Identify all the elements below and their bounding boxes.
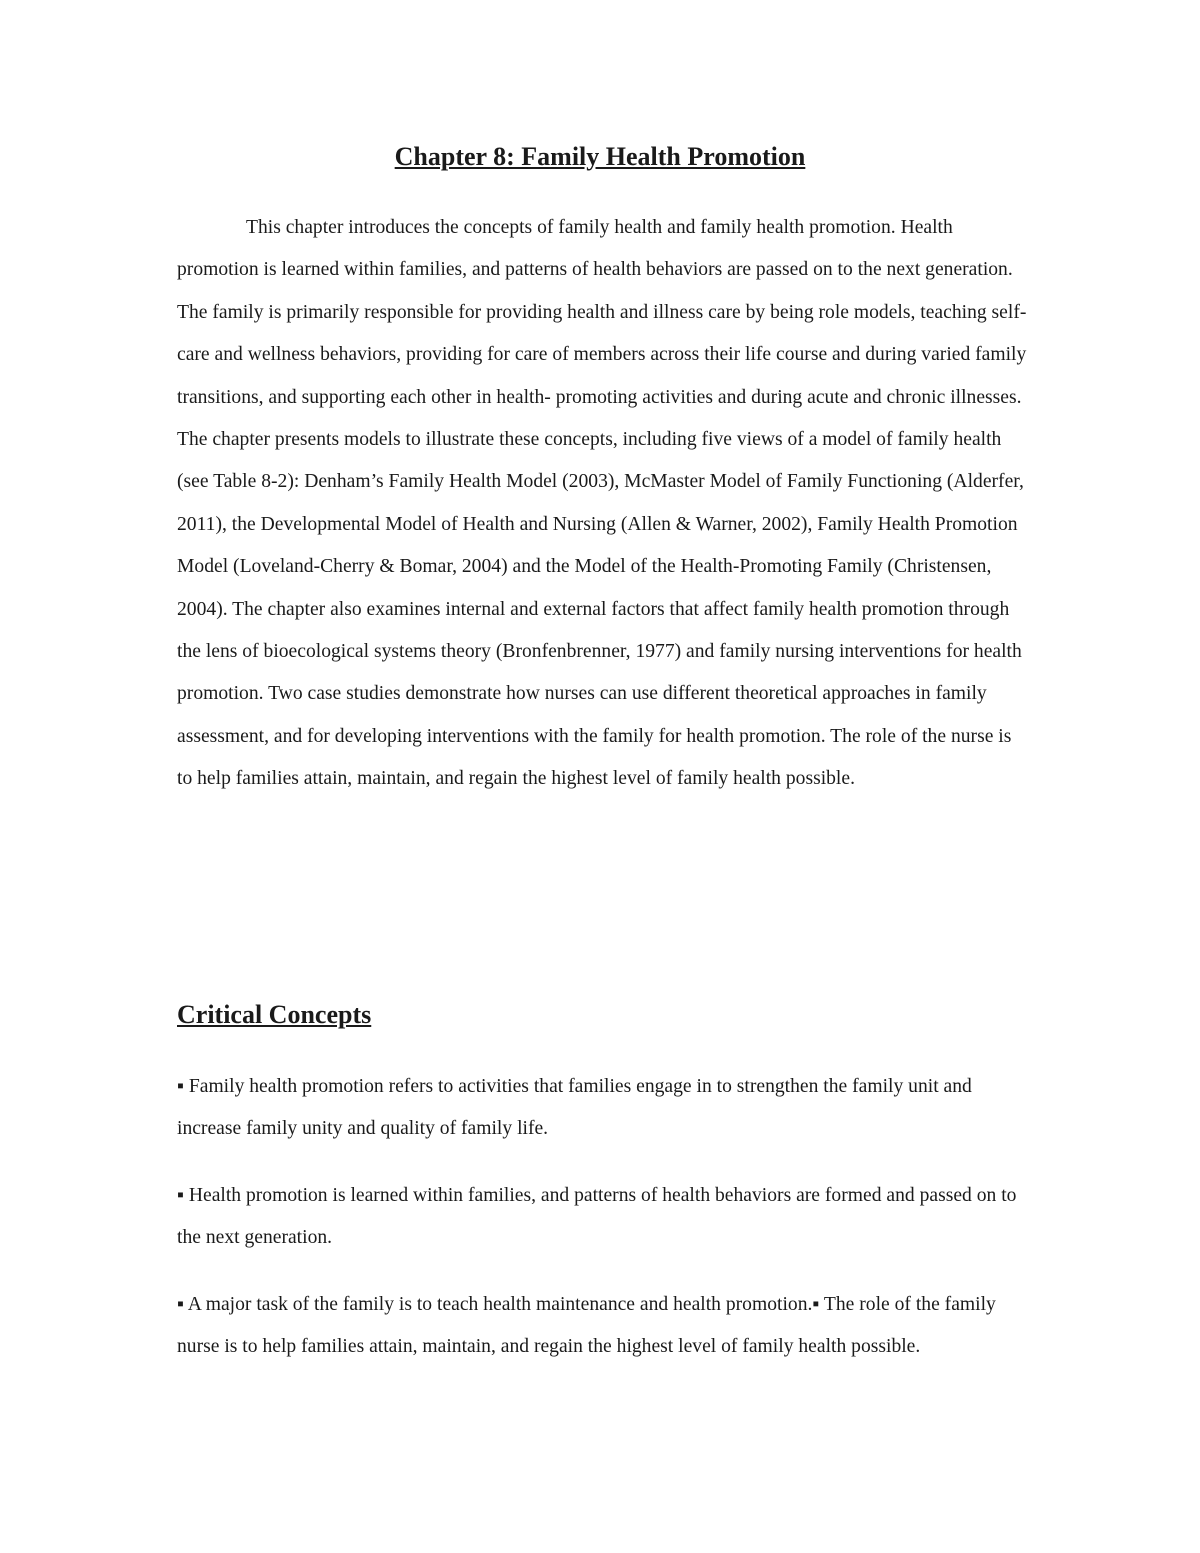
critical-concept-item: ▪ A major task of the family is to teach health maintenance and health promotion.▪ The role of the family nurse is to help families attain, maintain, and regain the highest level of family health possible.	[177, 1294, 996, 1358]
critical-concept-item: ▪ Health promotion is learned within families, and patterns of health behaviors are formed and passed on to the next generation.	[177, 1185, 1017, 1249]
chapter-title: Chapter 8: Family Health Promotion	[394, 142, 806, 171]
critical-concept-item: ▪ Family health promotion refers to activities that families engage in to strengthen the family unit and increase family unity and quality of family life.	[177, 1076, 972, 1140]
section-title-critical-concepts: Critical Concepts	[177, 1000, 372, 1029]
intro-paragraph: This chapter introduces the concepts of family health and family health promotion. Health promotion is learned within families, and patterns of health behaviors are passed on to the next generation. The family is primarily responsible for providing health and illness care by being role models, teaching self-care and wellness behaviors, providing for care of members across their life course and during varied family transitions, and supporting each other in health- promoting activities and during acute and chronic illnesses. The chapter presents models to illustrate these concepts, including five views of a model of family health (see Table 8-2): Denham’s Family Health Model (2003), McMaster Model of Family Functioning (Alderfer, 2011), the Developmental Model of Health and Nursing (Allen & Warner, 2002), Family Health Promotion Model (Loveland-Cherry & Bomar, 2004) and the Model of the Health-Promoting Family (Christensen, 2004). The chapter also examines internal and external factors that affect family health promotion through the lens of bioecological systems theory (Bronfenbrenner, 1977) and family nursing interventions for health promotion. Two case studies demonstrate how nurses can use different theoretical approaches in family assessment, and for developing interventions with the family for health promotion. The role of the nurse is to help families attain, maintain, and regain the highest level of family health possible.	[177, 217, 1027, 790]
